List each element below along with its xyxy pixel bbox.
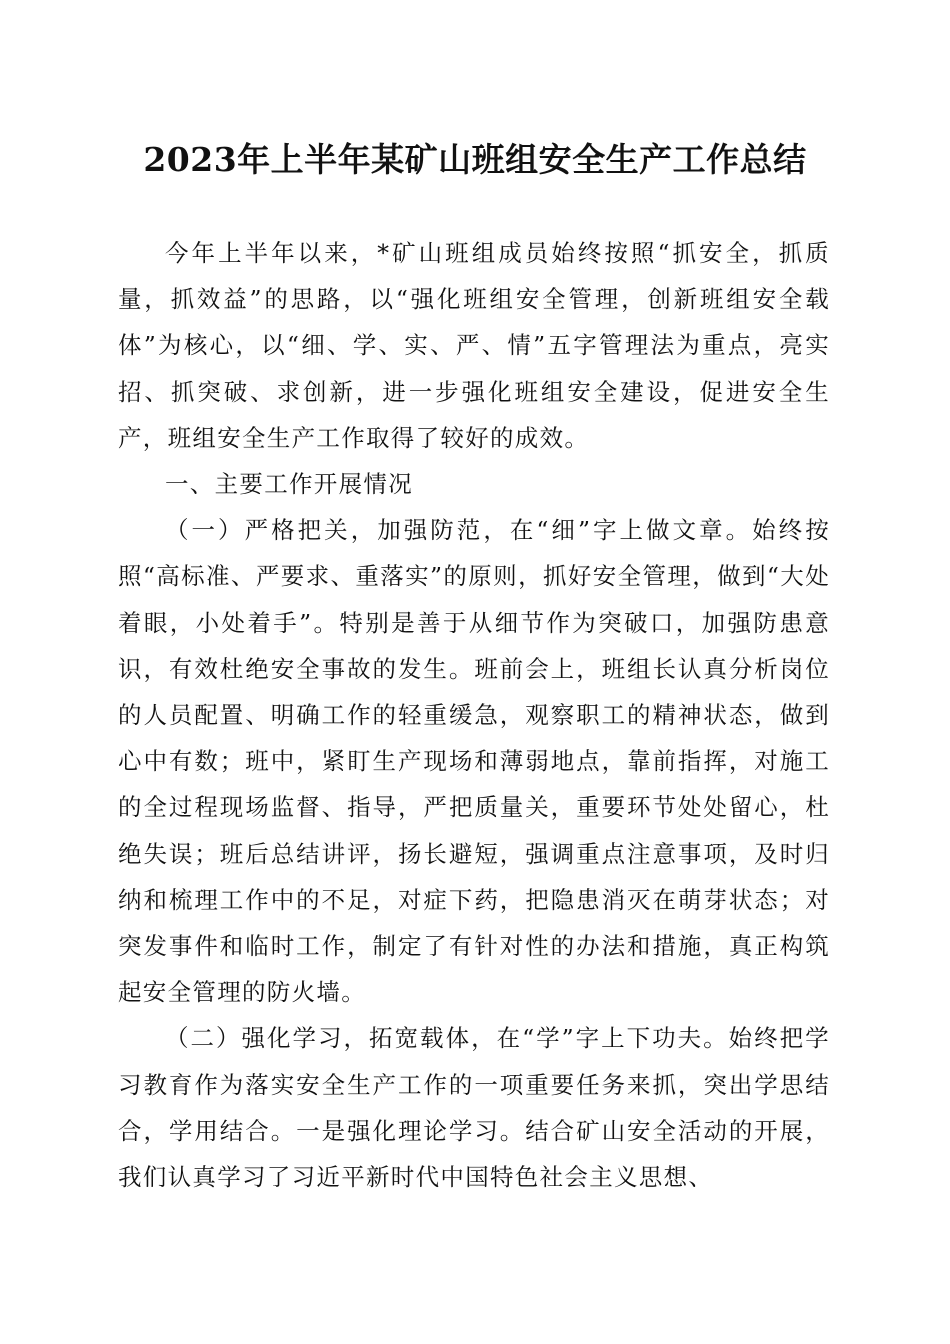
paragraph-2: （二）强化学习，拓宽载体，在“学”字上下功夫。始终把学习教育作为落实安全生产工作的一项重要任务来抓，突出学思结合，学用结合。一是强化理论学习。结合矿山安全活动的开展，我们认真学习了习近平新时代中国特色社会主义思想、 bbox=[118, 1024, 830, 1192]
document-body bbox=[118, 230, 830, 1200]
intro-paragraph: 今年上半年以来，*矿山班组成员始终按照“抓安全，抓质量，抓效益”的思路，以“强化班组安全管理，创新班组安全载体”为核心，以“细、学、实、严、情”五字管理法为重点，亮实招、抓突破、求创新，进一步强化班组安全建设，促进安全生产，班组安全生产工作取得了较好的成效。 bbox=[118, 239, 830, 452]
section-heading: 一、主要工作开展情况 bbox=[165, 470, 413, 499]
paragraph-1: （一）严格把关，加强防范，在“细”字上做文章。始终按照“高标准、严要求、重落实”的原则，抓好安全管理，做到“大处着眼，小处着手”。特别是善于从细节作为突破口，加强防患意识，有效杜绝安全事故的发生。班前会上，班组长认真分析岗位的人员配置、明确工作的轻重缓急，观察职工的精神状态，做到心中有数；班中，紧盯生产现场和薄弱地点，靠前指挥，对施工的全过程现场监督、指导，严把质量关，重要环节处处留心，杜绝失误；班后总结讲评，扬长避短，强调重点注意事项，及时归纳和梳理工作中的不足，对症下药，把隐患消灭在萌芽状态；对突发事件和临时工作，制定了有针对性的办法和措施，真正构筑起安全管理的防火墙。 bbox=[118, 516, 830, 1007]
document-title: 2023年上半年某矿山班组安全生产工作总结 bbox=[143, 140, 807, 179]
